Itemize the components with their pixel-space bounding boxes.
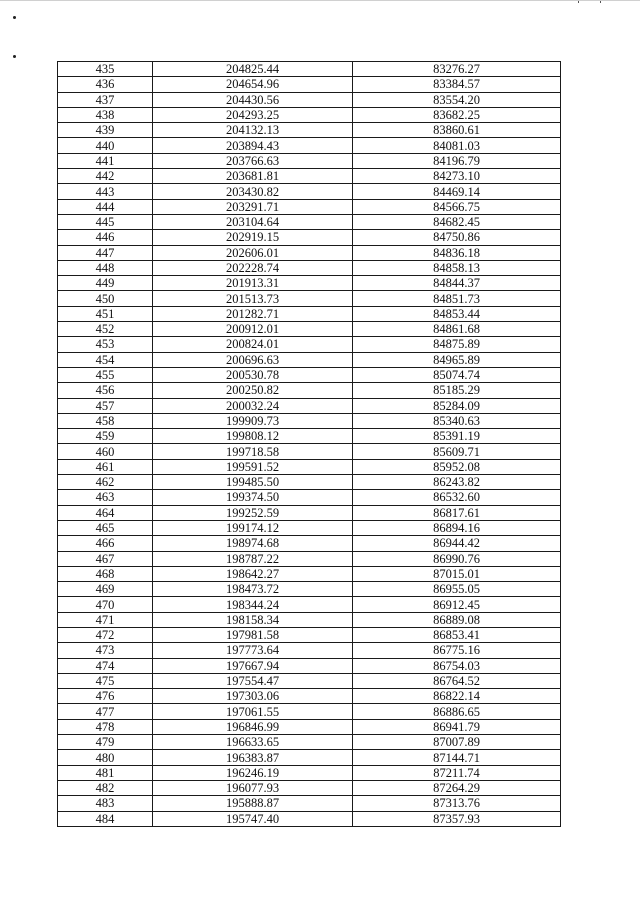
x-coordinate-cell: 200912.01 <box>153 322 353 337</box>
point-number-cell: 462 <box>58 475 153 490</box>
x-coordinate-cell: 202228.74 <box>153 260 353 275</box>
table-row <box>58 520 561 535</box>
table-row <box>58 735 561 750</box>
point-number-cell: 438 <box>58 107 153 122</box>
y-coordinate-cell: 85391.19 <box>353 429 561 444</box>
y-coordinate-cell: 86941.79 <box>353 719 561 734</box>
table-row <box>58 582 561 597</box>
x-coordinate-cell: 200032.24 <box>153 398 353 413</box>
table-row <box>58 169 561 184</box>
x-coordinate-cell: 204132.13 <box>153 123 353 138</box>
x-coordinate-cell: 203430.82 <box>153 184 353 199</box>
point-number-cell: 484 <box>58 811 153 826</box>
point-number-cell: 459 <box>58 429 153 444</box>
x-coordinate-cell: 203104.64 <box>153 214 353 229</box>
table-row <box>58 475 561 490</box>
x-coordinate-cell: 204293.25 <box>153 107 353 122</box>
x-coordinate-cell: 201513.73 <box>153 291 353 306</box>
x-coordinate-cell: 198344.24 <box>153 597 353 612</box>
point-number-cell: 472 <box>58 627 153 642</box>
point-number-cell: 464 <box>58 505 153 520</box>
y-coordinate-cell: 86243.82 <box>353 475 561 490</box>
y-coordinate-cell: 83860.61 <box>353 123 561 138</box>
table-row <box>58 322 561 337</box>
table-row <box>58 123 561 138</box>
table-row <box>58 459 561 474</box>
edge-mark <box>600 1 601 3</box>
y-coordinate-cell: 87313.76 <box>353 796 561 811</box>
y-coordinate-cell: 85609.71 <box>353 444 561 459</box>
x-coordinate-cell: 199909.73 <box>153 413 353 428</box>
x-coordinate-cell: 200824.01 <box>153 337 353 352</box>
point-number-cell: 481 <box>58 765 153 780</box>
y-coordinate-cell: 84566.75 <box>353 199 561 214</box>
y-coordinate-cell: 87357.93 <box>353 811 561 826</box>
y-coordinate-cell: 84853.44 <box>353 306 561 321</box>
x-coordinate-cell: 199718.58 <box>153 444 353 459</box>
table-row <box>58 689 561 704</box>
edge-mark <box>578 1 579 3</box>
x-coordinate-cell: 203291.71 <box>153 199 353 214</box>
point-number-cell: 447 <box>58 245 153 260</box>
y-coordinate-cell: 86853.41 <box>353 627 561 642</box>
x-coordinate-cell: 197554.47 <box>153 673 353 688</box>
point-number-cell: 474 <box>58 658 153 673</box>
coordinate-table <box>57 61 561 827</box>
y-coordinate-cell: 83682.25 <box>353 107 561 122</box>
y-coordinate-cell: 85074.74 <box>353 367 561 382</box>
point-number-cell: 439 <box>58 123 153 138</box>
table-row <box>58 260 561 275</box>
table-row <box>58 337 561 352</box>
x-coordinate-cell: 198473.72 <box>153 582 353 597</box>
y-coordinate-cell: 86886.65 <box>353 704 561 719</box>
x-coordinate-cell: 195888.87 <box>153 796 353 811</box>
x-coordinate-cell: 201913.31 <box>153 276 353 291</box>
x-coordinate-cell: 195747.40 <box>153 811 353 826</box>
table-row <box>58 765 561 780</box>
point-number-cell: 451 <box>58 306 153 321</box>
table-row <box>58 444 561 459</box>
x-coordinate-cell: 203681.81 <box>153 169 353 184</box>
point-number-cell: 448 <box>58 260 153 275</box>
y-coordinate-cell: 85952.08 <box>353 459 561 474</box>
page-top-edge <box>0 0 640 1</box>
x-coordinate-cell: 204430.56 <box>153 92 353 107</box>
table-body <box>58 62 561 827</box>
table-row <box>58 505 561 520</box>
y-coordinate-cell: 83276.27 <box>353 62 561 77</box>
point-number-cell: 442 <box>58 169 153 184</box>
x-coordinate-cell: 200696.63 <box>153 352 353 367</box>
point-number-cell: 473 <box>58 643 153 658</box>
y-coordinate-cell: 86817.61 <box>353 505 561 520</box>
point-number-cell: 444 <box>58 199 153 214</box>
x-coordinate-cell: 203894.43 <box>153 138 353 153</box>
x-coordinate-cell: 200250.82 <box>153 383 353 398</box>
table-row <box>58 566 561 581</box>
table-row <box>58 536 561 551</box>
y-coordinate-cell: 83384.57 <box>353 77 561 92</box>
x-coordinate-cell: 199174.12 <box>153 520 353 535</box>
y-coordinate-cell: 87144.71 <box>353 750 561 765</box>
y-coordinate-cell: 87015.01 <box>353 566 561 581</box>
table-row <box>58 230 561 245</box>
table-row <box>58 77 561 92</box>
x-coordinate-cell: 199374.50 <box>153 490 353 505</box>
x-coordinate-cell: 196077.93 <box>153 780 353 795</box>
point-number-cell: 440 <box>58 138 153 153</box>
x-coordinate-cell: 198158.34 <box>153 612 353 627</box>
point-number-cell: 458 <box>58 413 153 428</box>
x-coordinate-cell: 199591.52 <box>153 459 353 474</box>
x-coordinate-cell: 196633.65 <box>153 735 353 750</box>
x-coordinate-cell: 196246.19 <box>153 765 353 780</box>
y-coordinate-cell: 84682.45 <box>353 214 561 229</box>
table-row <box>58 138 561 153</box>
point-number-cell: 436 <box>58 77 153 92</box>
y-coordinate-cell: 84196.79 <box>353 153 561 168</box>
point-number-cell: 475 <box>58 673 153 688</box>
x-coordinate-cell: 197667.94 <box>153 658 353 673</box>
table-row <box>58 383 561 398</box>
table-row <box>58 612 561 627</box>
y-coordinate-cell: 86822.14 <box>353 689 561 704</box>
y-coordinate-cell: 85185.29 <box>353 383 561 398</box>
table-row <box>58 719 561 734</box>
table-row <box>58 62 561 77</box>
x-coordinate-cell: 201282.71 <box>153 306 353 321</box>
table-row <box>58 153 561 168</box>
y-coordinate-cell: 86775.16 <box>353 643 561 658</box>
table-row <box>58 750 561 765</box>
point-number-cell: 441 <box>58 153 153 168</box>
y-coordinate-cell: 86990.76 <box>353 551 561 566</box>
point-number-cell: 478 <box>58 719 153 734</box>
x-coordinate-cell: 204654.96 <box>153 77 353 92</box>
point-number-cell: 443 <box>58 184 153 199</box>
y-coordinate-cell: 84965.89 <box>353 352 561 367</box>
point-number-cell: 461 <box>58 459 153 474</box>
point-number-cell: 457 <box>58 398 153 413</box>
point-number-cell: 452 <box>58 322 153 337</box>
x-coordinate-cell: 196846.99 <box>153 719 353 734</box>
x-coordinate-cell: 197981.58 <box>153 627 353 642</box>
table-row <box>58 704 561 719</box>
y-coordinate-cell: 83554.20 <box>353 92 561 107</box>
point-number-cell: 471 <box>58 612 153 627</box>
coordinate-table-container <box>57 61 560 827</box>
point-number-cell: 435 <box>58 62 153 77</box>
y-coordinate-cell: 86754.03 <box>353 658 561 673</box>
point-number-cell: 470 <box>58 597 153 612</box>
table-row <box>58 107 561 122</box>
table-row <box>58 673 561 688</box>
y-coordinate-cell: 86764.52 <box>353 673 561 688</box>
table-row <box>58 429 561 444</box>
scan-speck <box>13 55 16 58</box>
table-row <box>58 245 561 260</box>
point-number-cell: 476 <box>58 689 153 704</box>
scan-speck <box>13 16 16 19</box>
point-number-cell: 460 <box>58 444 153 459</box>
table-row <box>58 306 561 321</box>
x-coordinate-cell: 199252.59 <box>153 505 353 520</box>
table-row <box>58 199 561 214</box>
table-row <box>58 398 561 413</box>
y-coordinate-cell: 86894.16 <box>353 520 561 535</box>
table-row <box>58 551 561 566</box>
y-coordinate-cell: 84858.13 <box>353 260 561 275</box>
y-coordinate-cell: 86944.42 <box>353 536 561 551</box>
point-number-cell: 437 <box>58 92 153 107</box>
point-number-cell: 479 <box>58 735 153 750</box>
table-row <box>58 276 561 291</box>
table-row <box>58 780 561 795</box>
point-number-cell: 454 <box>58 352 153 367</box>
point-number-cell: 482 <box>58 780 153 795</box>
y-coordinate-cell: 84851.73 <box>353 291 561 306</box>
table-row <box>58 214 561 229</box>
x-coordinate-cell: 204825.44 <box>153 62 353 77</box>
x-coordinate-cell: 197303.06 <box>153 689 353 704</box>
y-coordinate-cell: 87264.29 <box>353 780 561 795</box>
point-number-cell: 477 <box>58 704 153 719</box>
x-coordinate-cell: 199808.12 <box>153 429 353 444</box>
y-coordinate-cell: 84861.68 <box>353 322 561 337</box>
point-number-cell: 446 <box>58 230 153 245</box>
x-coordinate-cell: 203766.63 <box>153 153 353 168</box>
x-coordinate-cell: 198787.22 <box>153 551 353 566</box>
point-number-cell: 453 <box>58 337 153 352</box>
y-coordinate-cell: 84836.18 <box>353 245 561 260</box>
y-coordinate-cell: 84273.10 <box>353 169 561 184</box>
table-row <box>58 643 561 658</box>
point-number-cell: 463 <box>58 490 153 505</box>
point-number-cell: 468 <box>58 566 153 581</box>
x-coordinate-cell: 198974.68 <box>153 536 353 551</box>
table-row <box>58 490 561 505</box>
table-row <box>58 811 561 826</box>
y-coordinate-cell: 84081.03 <box>353 138 561 153</box>
y-coordinate-cell: 87211.74 <box>353 765 561 780</box>
point-number-cell: 483 <box>58 796 153 811</box>
y-coordinate-cell: 84469.14 <box>353 184 561 199</box>
x-coordinate-cell: 200530.78 <box>153 367 353 382</box>
y-coordinate-cell: 86912.45 <box>353 597 561 612</box>
x-coordinate-cell: 199485.50 <box>153 475 353 490</box>
y-coordinate-cell: 86955.05 <box>353 582 561 597</box>
x-coordinate-cell: 198642.27 <box>153 566 353 581</box>
x-coordinate-cell: 202919.15 <box>153 230 353 245</box>
point-number-cell: 445 <box>58 214 153 229</box>
table-row <box>58 796 561 811</box>
point-number-cell: 450 <box>58 291 153 306</box>
table-row <box>58 291 561 306</box>
point-number-cell: 449 <box>58 276 153 291</box>
table-row <box>58 627 561 642</box>
x-coordinate-cell: 196383.87 <box>153 750 353 765</box>
point-number-cell: 469 <box>58 582 153 597</box>
point-number-cell: 467 <box>58 551 153 566</box>
point-number-cell: 455 <box>58 367 153 382</box>
x-coordinate-cell: 202606.01 <box>153 245 353 260</box>
point-number-cell: 456 <box>58 383 153 398</box>
x-coordinate-cell: 197773.64 <box>153 643 353 658</box>
point-number-cell: 480 <box>58 750 153 765</box>
y-coordinate-cell: 84844.37 <box>353 276 561 291</box>
table-row <box>58 184 561 199</box>
x-coordinate-cell: 197061.55 <box>153 704 353 719</box>
y-coordinate-cell: 85340.63 <box>353 413 561 428</box>
point-number-cell: 465 <box>58 520 153 535</box>
y-coordinate-cell: 86532.60 <box>353 490 561 505</box>
point-number-cell: 466 <box>58 536 153 551</box>
table-row <box>58 367 561 382</box>
table-row <box>58 352 561 367</box>
y-coordinate-cell: 87007.89 <box>353 735 561 750</box>
y-coordinate-cell: 84750.86 <box>353 230 561 245</box>
table-row <box>58 413 561 428</box>
y-coordinate-cell: 86889.08 <box>353 612 561 627</box>
table-row <box>58 597 561 612</box>
y-coordinate-cell: 85284.09 <box>353 398 561 413</box>
y-coordinate-cell: 84875.89 <box>353 337 561 352</box>
table-row <box>58 92 561 107</box>
table-row <box>58 658 561 673</box>
